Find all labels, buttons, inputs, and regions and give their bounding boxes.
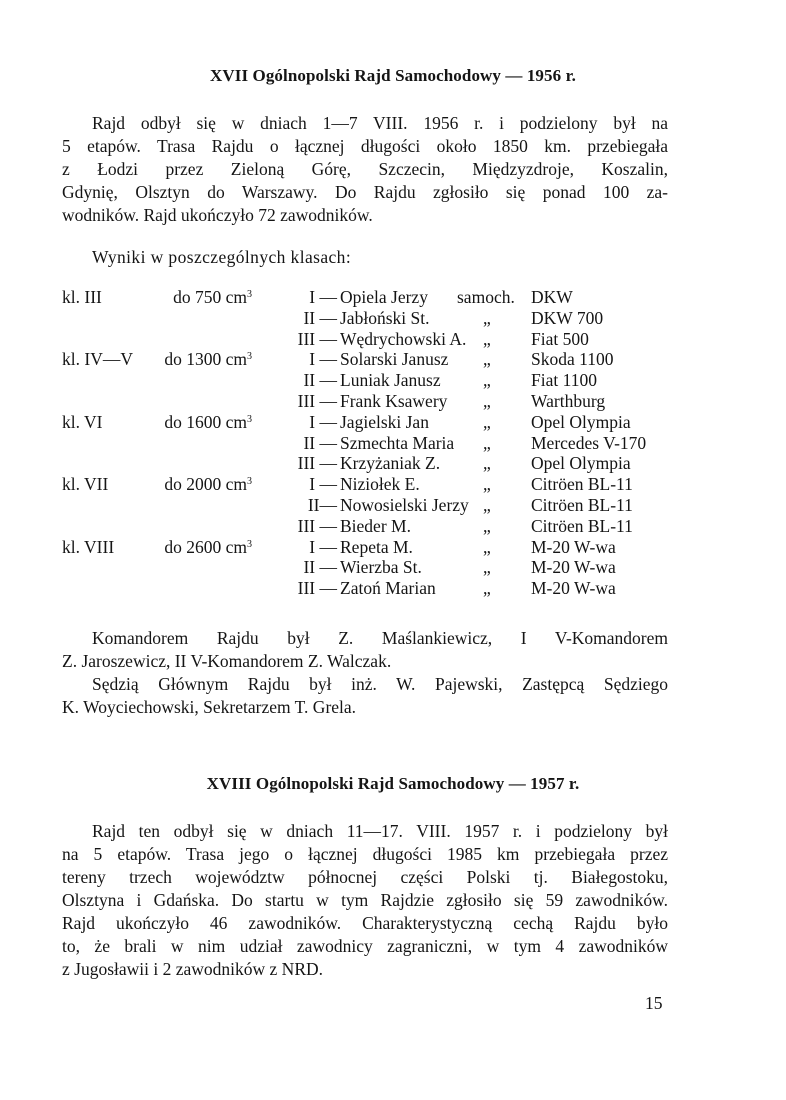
capacity-text: do 1600 cm [164, 411, 247, 432]
driver-name: Szmechta Maria [340, 432, 455, 453]
vehicle-marker: „ [483, 536, 491, 557]
vehicle-marker: „ [483, 515, 491, 536]
section-1956-closing [62, 627, 668, 719]
text-line: Komandorem Rajdu był Z. Maślankiewicz, I V-Komandorem [92, 628, 668, 648]
class-label: kl. VIII [62, 536, 115, 557]
capacity-unit-exponent: 3 [247, 289, 252, 300]
text-line: Rajd ten odbył się w dniach 11—17. VIII. 1957 r. i podzielony był [92, 821, 668, 841]
class-label: kl. III [62, 287, 102, 307]
car-model: M-20 W-wa [531, 557, 616, 578]
results-row [62, 370, 682, 391]
driver-name: Repeta M. [340, 536, 413, 557]
vehicle-marker: „ [483, 432, 491, 453]
car-model: Mercedes V-170 [531, 432, 647, 453]
vehicle-marker: „ [483, 349, 491, 370]
text-line: Sędzią Głównym Rajdu był inż. W. Pajewski, Zastępcą Sędziego [92, 674, 668, 694]
driver-name: Nowosielski Jerzy [340, 494, 469, 515]
results-row [62, 349, 682, 370]
driver-name: Krzyżaniak Z. [340, 453, 441, 474]
place-label: I — [309, 411, 337, 432]
text-line: tereny trzech województw północnej części Polski tj. Białegostoku, [62, 867, 668, 887]
car-model: Skoda 1100 [531, 349, 614, 370]
text-line: Rajd odbył się w dniach 1—7 VIII. 1956 r. i podzielony był na [92, 113, 668, 133]
results-row [62, 329, 682, 350]
text-line: Gdynię, Olsztyn do Warszawy. Do Rajdu zgłosiło się ponad 100 za- [62, 182, 668, 202]
capacity-unit-exponent: 3 [247, 413, 252, 425]
capacity-unit-exponent: 3 [247, 476, 252, 488]
text-line: Z. Jaroszewicz, II V-Komandorem Z. Walczak. [62, 651, 392, 671]
results-row [62, 516, 682, 537]
place-label: II — [303, 557, 337, 578]
vehicle-marker: „ [483, 307, 491, 328]
driver-name: Opiela Jerzy [340, 287, 428, 307]
text-line: Rajd ukończyło 46 zawodników. Charakterystyczną cechą Rajdu było [62, 913, 668, 933]
results-row [62, 391, 682, 412]
capacity-label [164, 412, 252, 433]
results-row [62, 287, 682, 308]
car-model: Fiat 500 [531, 328, 589, 349]
text-line: K. Woyciechowski, Sekretarzem T. Grela. [62, 697, 357, 717]
capacity-text: do 2000 cm [164, 474, 247, 495]
class-label: kl. VII [62, 474, 109, 495]
driver-name: Jagielski Jan [340, 411, 429, 432]
driver-name: Jabłoński St. [340, 307, 430, 328]
capacity-text: do 1300 cm [164, 349, 247, 370]
place-label: II — [303, 370, 337, 391]
car-model: Citröen BL-11 [531, 515, 633, 536]
text-line: z Jugosławii i 2 zawodników z NRD. [62, 959, 324, 979]
car-model: Citröen BL-11 [531, 494, 633, 515]
section-1957-intro [62, 820, 668, 981]
driver-name: Zatoń Marian [340, 578, 436, 599]
car-model: M-20 W-wa [531, 578, 616, 599]
driver-name: Luniak Janusz [340, 370, 441, 391]
text-line: Olsztyna i Gdańska. Do startu w tym Rajdzie zgłosiło się 59 zawodników. [62, 890, 668, 910]
car-model: Warthburg [531, 390, 606, 411]
car-model: DKW 700 [531, 307, 604, 328]
vehicle-marker: samoch. [457, 287, 515, 307]
car-model: DKW [531, 287, 573, 307]
car-model: M-20 W-wa [531, 536, 616, 557]
vehicle-marker: „ [483, 328, 491, 349]
capacity-unit-exponent: 3 [247, 538, 252, 550]
capacity-label [164, 474, 252, 495]
vehicle-marker: „ [483, 411, 491, 432]
place-label: I — [309, 474, 337, 495]
driver-name: Bieder M. [340, 515, 411, 536]
car-model: Opel Olympia [531, 411, 631, 432]
place-label: II — [303, 432, 337, 453]
class-label: kl. IV—V [62, 349, 133, 370]
results-row [62, 453, 682, 474]
place-label: II— [307, 494, 337, 515]
driver-name: Frank Ksawery [340, 390, 448, 411]
text-line: na 5 etapów. Trasa jego o łącznej długości 1985 km przebiegała przez [62, 844, 668, 864]
vehicle-marker: „ [483, 494, 491, 515]
results-row [62, 578, 682, 599]
driver-name: Niziołek E. [340, 474, 420, 495]
page-number: 15 [645, 993, 663, 1013]
place-label: I — [309, 287, 337, 307]
driver-name: Solarski Janusz [340, 349, 449, 370]
text-line: wodników. Rajd ukończyło 72 zawodników. [62, 205, 373, 225]
results-row [62, 308, 682, 329]
results-row [62, 557, 682, 578]
capacity-label [164, 537, 252, 558]
results-table [62, 287, 682, 599]
capacity-text: do 750 cm [173, 287, 247, 307]
text-line: to, że brali w nim udział zawodnicy zagraniczni, w tym 4 zawodników [62, 936, 668, 956]
place-label: I — [309, 349, 337, 370]
section-1956-title: XVII Ogólnopolski Rajd Samochodowy — 1956 r. [209, 66, 577, 85]
driver-name: Wędrychowski A. [340, 328, 467, 349]
text-line: 5 etapów. Trasa Rajdu o łącznej długości około 1850 km. przebiegała [62, 136, 668, 156]
vehicle-marker: „ [483, 453, 491, 474]
results-row [62, 495, 682, 516]
text-line: z Łodzi przez Zieloną Górę, Szczecin, Międzyzdroje, Koszalin, [62, 159, 668, 179]
results-intro: Wyniki w poszczególnych klasach: [92, 247, 352, 267]
capacity-unit-exponent: 3 [247, 351, 252, 363]
section-1956-intro [62, 112, 668, 227]
vehicle-marker: „ [483, 390, 491, 411]
vehicle-marker: „ [483, 370, 491, 391]
vehicle-marker: „ [483, 578, 491, 599]
place-label: III — [297, 515, 337, 536]
place-label: II — [303, 307, 337, 328]
results-row [62, 433, 682, 454]
place-label: III — [297, 390, 337, 411]
car-model: Fiat 1100 [531, 370, 597, 391]
vehicle-marker: „ [483, 474, 491, 495]
vehicle-marker: „ [483, 557, 491, 578]
capacity-label [173, 287, 252, 308]
capacity-text: do 2600 cm [164, 536, 247, 557]
section-1957-title: XVIII Ogólnopolski Rajd Samochodowy — 1957 r. [206, 774, 580, 793]
results-row [62, 474, 682, 495]
place-label: III — [297, 578, 337, 599]
driver-name: Wierzba St. [340, 557, 422, 578]
place-label: III — [297, 328, 337, 349]
class-label: kl. VI [62, 411, 103, 432]
car-model: Citröen BL-11 [531, 474, 633, 495]
place-label: III — [297, 453, 337, 474]
results-row [62, 537, 682, 558]
car-model: Opel Olympia [531, 453, 631, 474]
capacity-label [164, 349, 252, 370]
results-row [62, 412, 682, 433]
place-label: I — [309, 536, 337, 557]
